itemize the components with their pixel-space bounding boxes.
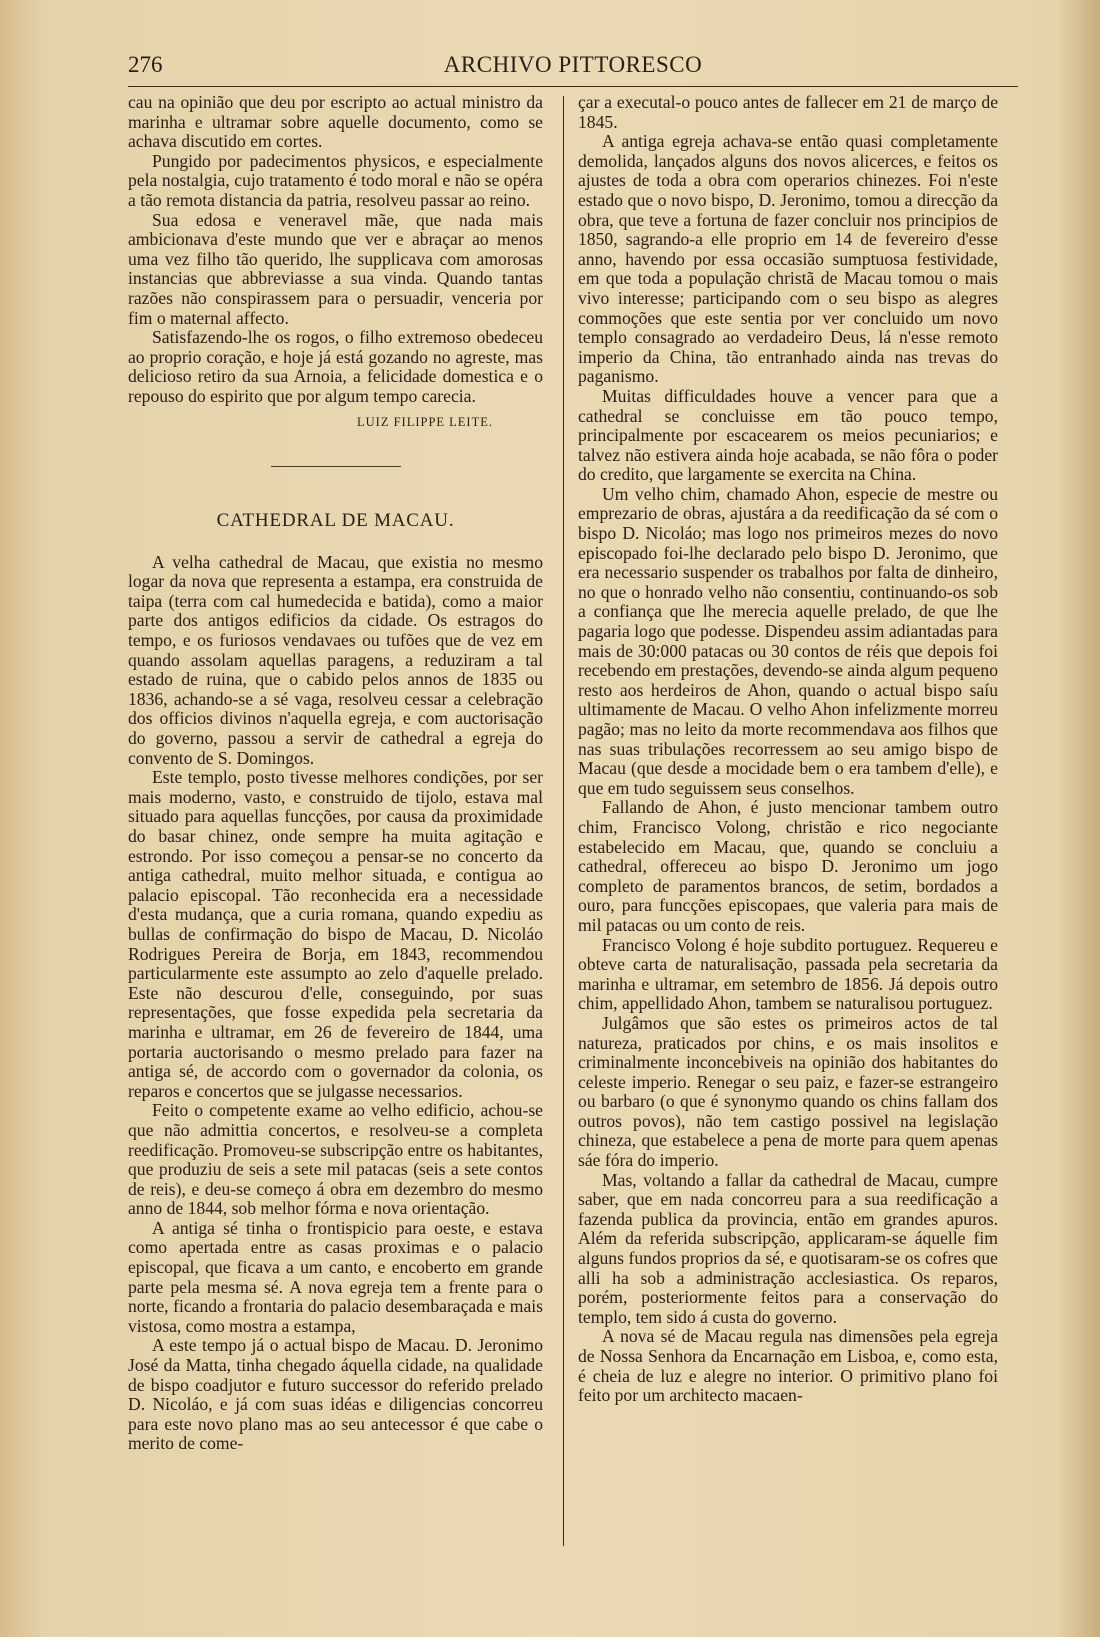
- header-rule: [128, 86, 1018, 87]
- author-signature: LUIZ FILIPPE LEITE.: [357, 414, 493, 429]
- paragraph: A antiga egreja achava-se então quasi completamente demolida, lançados alguns dos novos alicerces, e feitos os ajustes de toda a obra com operarios chinezes. Foi n'este estado que o novo bispo, D. Jeronimo, tomou a direcção da obra, que teve a fortuna de fazer concluir nos principios de 1850, sagrando-a elle proprio em 14 de fevereiro d'esse anno, havendo por essa occasião sumptuosa festividade, em que toda a população christã de Macau tomou o mais vivo interesse; participando com o seu bispo as alegres commoções que este sentia por ver concluido um novo templo consagrado ao verdadeiro Deus, lá n'esse remoto imperio da China, tão entranhado ainda nas trevas do paganismo.: [578, 131, 998, 387]
- page-number: 276: [128, 52, 163, 77]
- paragraph: A antiga sé tinha o frontispicio para oeste, e estava como apertada entre as casas proximas e o palacio episcopal, que ficava a um canto, e encoberto em grande parte pela mesma sé. A nova egreja tem a frente para o norte, ficando a frontaria do palacio desembaraçada e mais vistosa, como mostra a estampa,: [128, 1217, 543, 1336]
- paragraph: Satisfazendo-lhe os rogos, o filho extremoso obedeceu ao proprio coração, e hoje já está gozando no agreste, mas delicioso retiro da sua Arnoia, a felicidade domestica e o repouso do espirito que por algum tempo carecia.: [128, 327, 543, 406]
- paragraph: A velha cathedral de Macau, que existia no mesmo logar da nova que representa a estampa, era construida de taipa (terra com cal humedecida e batida), como a maior parte dos antigos edificios da cidade. Os estragos do tempo, e os furiosos vendavaes ou tufões que de vez em quando assolam aquellas paragens, a reduziram a tal estado de ruina, que o cabido pelos annos de 1835 ou 1836, achando-se a sé vaga, resolveu cessar a celebração dos officios divinos n'aquella egreja, e com auctorisação do governo, passou a servir de cathedral a egreja do convento de S. Domingos.: [128, 551, 543, 768]
- paragraph: Fallando de Ahon, é justo mencionar tambem outro chim, Francisco Volong, christão e rico negociante estabelecido em Macau, que, quando se concluiu a cathedral, offereceu ao bispo D. Jeronimo um jogo completo de paramentos brancos, de setim, bordados a ouro, para funcções episcopaes, que valeria para mais de mil patacas ou um conto de reis.: [578, 797, 998, 935]
- paragraph: Pungido por padecimentos physicos, e especialmente pela nostalgia, cujo tratamento é todo moral e não se opéra a tão remota distancia da patria, resolveu passar ao reino.: [128, 150, 543, 210]
- paragraph: Francisco Volong é hoje subdito portuguez. Requereu e obteve carta de naturalisação, passada pela secretaria da marinha e ultramar, em setembro de 1856. Já depois outro chim, appellidado Ahon, tambem se naturalisou portuguez.: [578, 934, 998, 1014]
- paragraph: A nova sé de Macau regula nas dimensões pela egreja de Nossa Senhora da Encarnação em Lisboa, e, como esta, é cheia de luz e alegre no interior. O primitivo plano foi feito por um architecto macaen-: [578, 1326, 998, 1406]
- paragraph: Este templo, posto tivesse melhores condições, por ser mais moderno, vasto, e construido de tijolo, estava mal situado para aquellas funcções, por causa da proximidade do basar chinez, onde sempre ha muita agitação e estrondo. Por isso começou a pensar-se no concerto da antiga cathedral, muito melhor situada, e contigua ao palacio episcopal. Tão reconhecida era a necessidade d'esta mudança, que a curia romana, quando expediu as bullas de confirmação do bispo de Macau, D. Nicoláo Rodrigues Pereira de Borja, em 1843, recommendou particularmente este assumpto ao zelo d'aquelle prelado. Este não descurou d'elle, conseguindo, por suas representações, que fosse expedida pela secretaria da marinha e ultramar, em 26 de fevereiro de 1844, uma portaria auctorisando o mesmo prelado para fazer na antiga sé, de accordo com o governador da colonia, os reparos e concertos que se julgasse necessarios.: [128, 767, 543, 1101]
- right-column: [578, 93, 998, 1406]
- paragraph: Feito o competente exame ao velho edificio, achou-se que não admittia concertos, e resolveu-se a completa reedificação. Promoveu-se subscripção entre os habitantes, que produziu de seis a sete mil patacas (seis a sete contos de reis), e deu-se começo á obra em dezembro do mesmo anno de 1844, sob melhor fórma e nova orientação.: [128, 1100, 543, 1219]
- left-column: [128, 93, 543, 1454]
- paragraph: Julgâmos que são estes os primeiros actos de tal natureza, praticados por chins, e os mais insolitos e criminalmente inconcebiveis na opinião dos habitantes do celeste imperio. Renegar o seu paiz, e fazer-se estrangeiro ou barbaro (o que é synonymo quando os chins fallam dos outros povos), não tem castigo possivel na legislação chineza, que estabelece a pena de morte para quem apenas sáe fóra do imperio.: [578, 1012, 998, 1171]
- paragraph: çar a executal-o pouco antes de fallecer em 21 de março de 1845.: [578, 92, 998, 132]
- paragraph: A este tempo já o actual bispo de Macau. D. Jeronimo José da Matta, tinha chegado áquella cidade, na qualidade de bispo coadjutor e futuro successor do referido prelado D. Nicoláo, e já com suas idéas e diligencias concorreu para este novo plano mas ao seu antecessor é que cabe o merito de come-: [128, 1335, 543, 1454]
- section-title: CATHEDRAL DE MACAU.: [216, 510, 455, 532]
- paragraph: Mas, voltando a fallar da cathedral de Macau, cumpre saber, que em nada concorreu para a sua reedificação a fazenda publica da provincia, então em grandes apuros. Além da referida subscripção, applicaram-se áquelle fim alguns fundos proprios da sé, e quotisaram-se os cofres que alli ha sob a administração acclesiastica. Os reparos, porém, posteriormente feitos para a conservação do templo, tem sido á custa do governo.: [578, 1169, 998, 1327]
- paragraph: Muitas difficuldades houve a vencer para que a cathedral se concluisse em tão pouco tempo, principalmente por escacearem os meios pecuniarios; e talvez não estivera ainda hoje acabada, se não fôra o poder do credito, que largamente se exercita na China.: [578, 385, 998, 485]
- page-header: [128, 52, 1018, 84]
- publication-title: ARCHIVO PITTORESCO: [443, 52, 703, 77]
- paragraph: cau na opinião que deu por escripto ao actual ministro da marinha e ultramar sobre aquelle documento, como se achava discutido em cortes.: [128, 92, 543, 152]
- section-separator: [271, 466, 401, 467]
- column-divider: [563, 96, 564, 1546]
- paragraph: Sua edosa e veneravel mãe, que nada mais ambicionava d'este mundo que ver e abraçar ao menos uma vez filho tão querido, lhe supplicava com amorosas instancias que abbreviasse a sua vinda. Quando tantas razões não conspirassem para o persuadir, venceria por fim o maternal affecto.: [128, 209, 543, 328]
- paragraph: Um velho chim, chamado Ahon, especie de mestre ou emprezario de obras, ajustára a da reedificação da sé com o bispo D. Nicoláo; mas logo nos primeiros mezes do novo episcopado foi-lhe declarado pelo bispo D. Jeronimo, que era necessario suspender os trabalhos por falta de dinheiro, no que o honrado velho não consentiu, continuando-os sob a confiança que lhe merecia aquelle prelado, de que lhe pagaria logo que podesse. Dispendeu assim adiantadas para mais de 30:000 patacas ou 30 contos de réis que depois foi recebendo em prestações, devendo-se ainda algum pequeno resto aos herdeiros de Ahon, quando o actual bispo saíu ultimamente de Macau. O velho Ahon infelizmente morreu pagão; mas no leito da morte recommendava aos filhos que nas suas tribulações recorressem ao seu amigo bispo de Macau (que desde a mocidade bem o era tambem d'elle), e que em tudo seguissem seus conselhos.: [578, 483, 998, 798]
